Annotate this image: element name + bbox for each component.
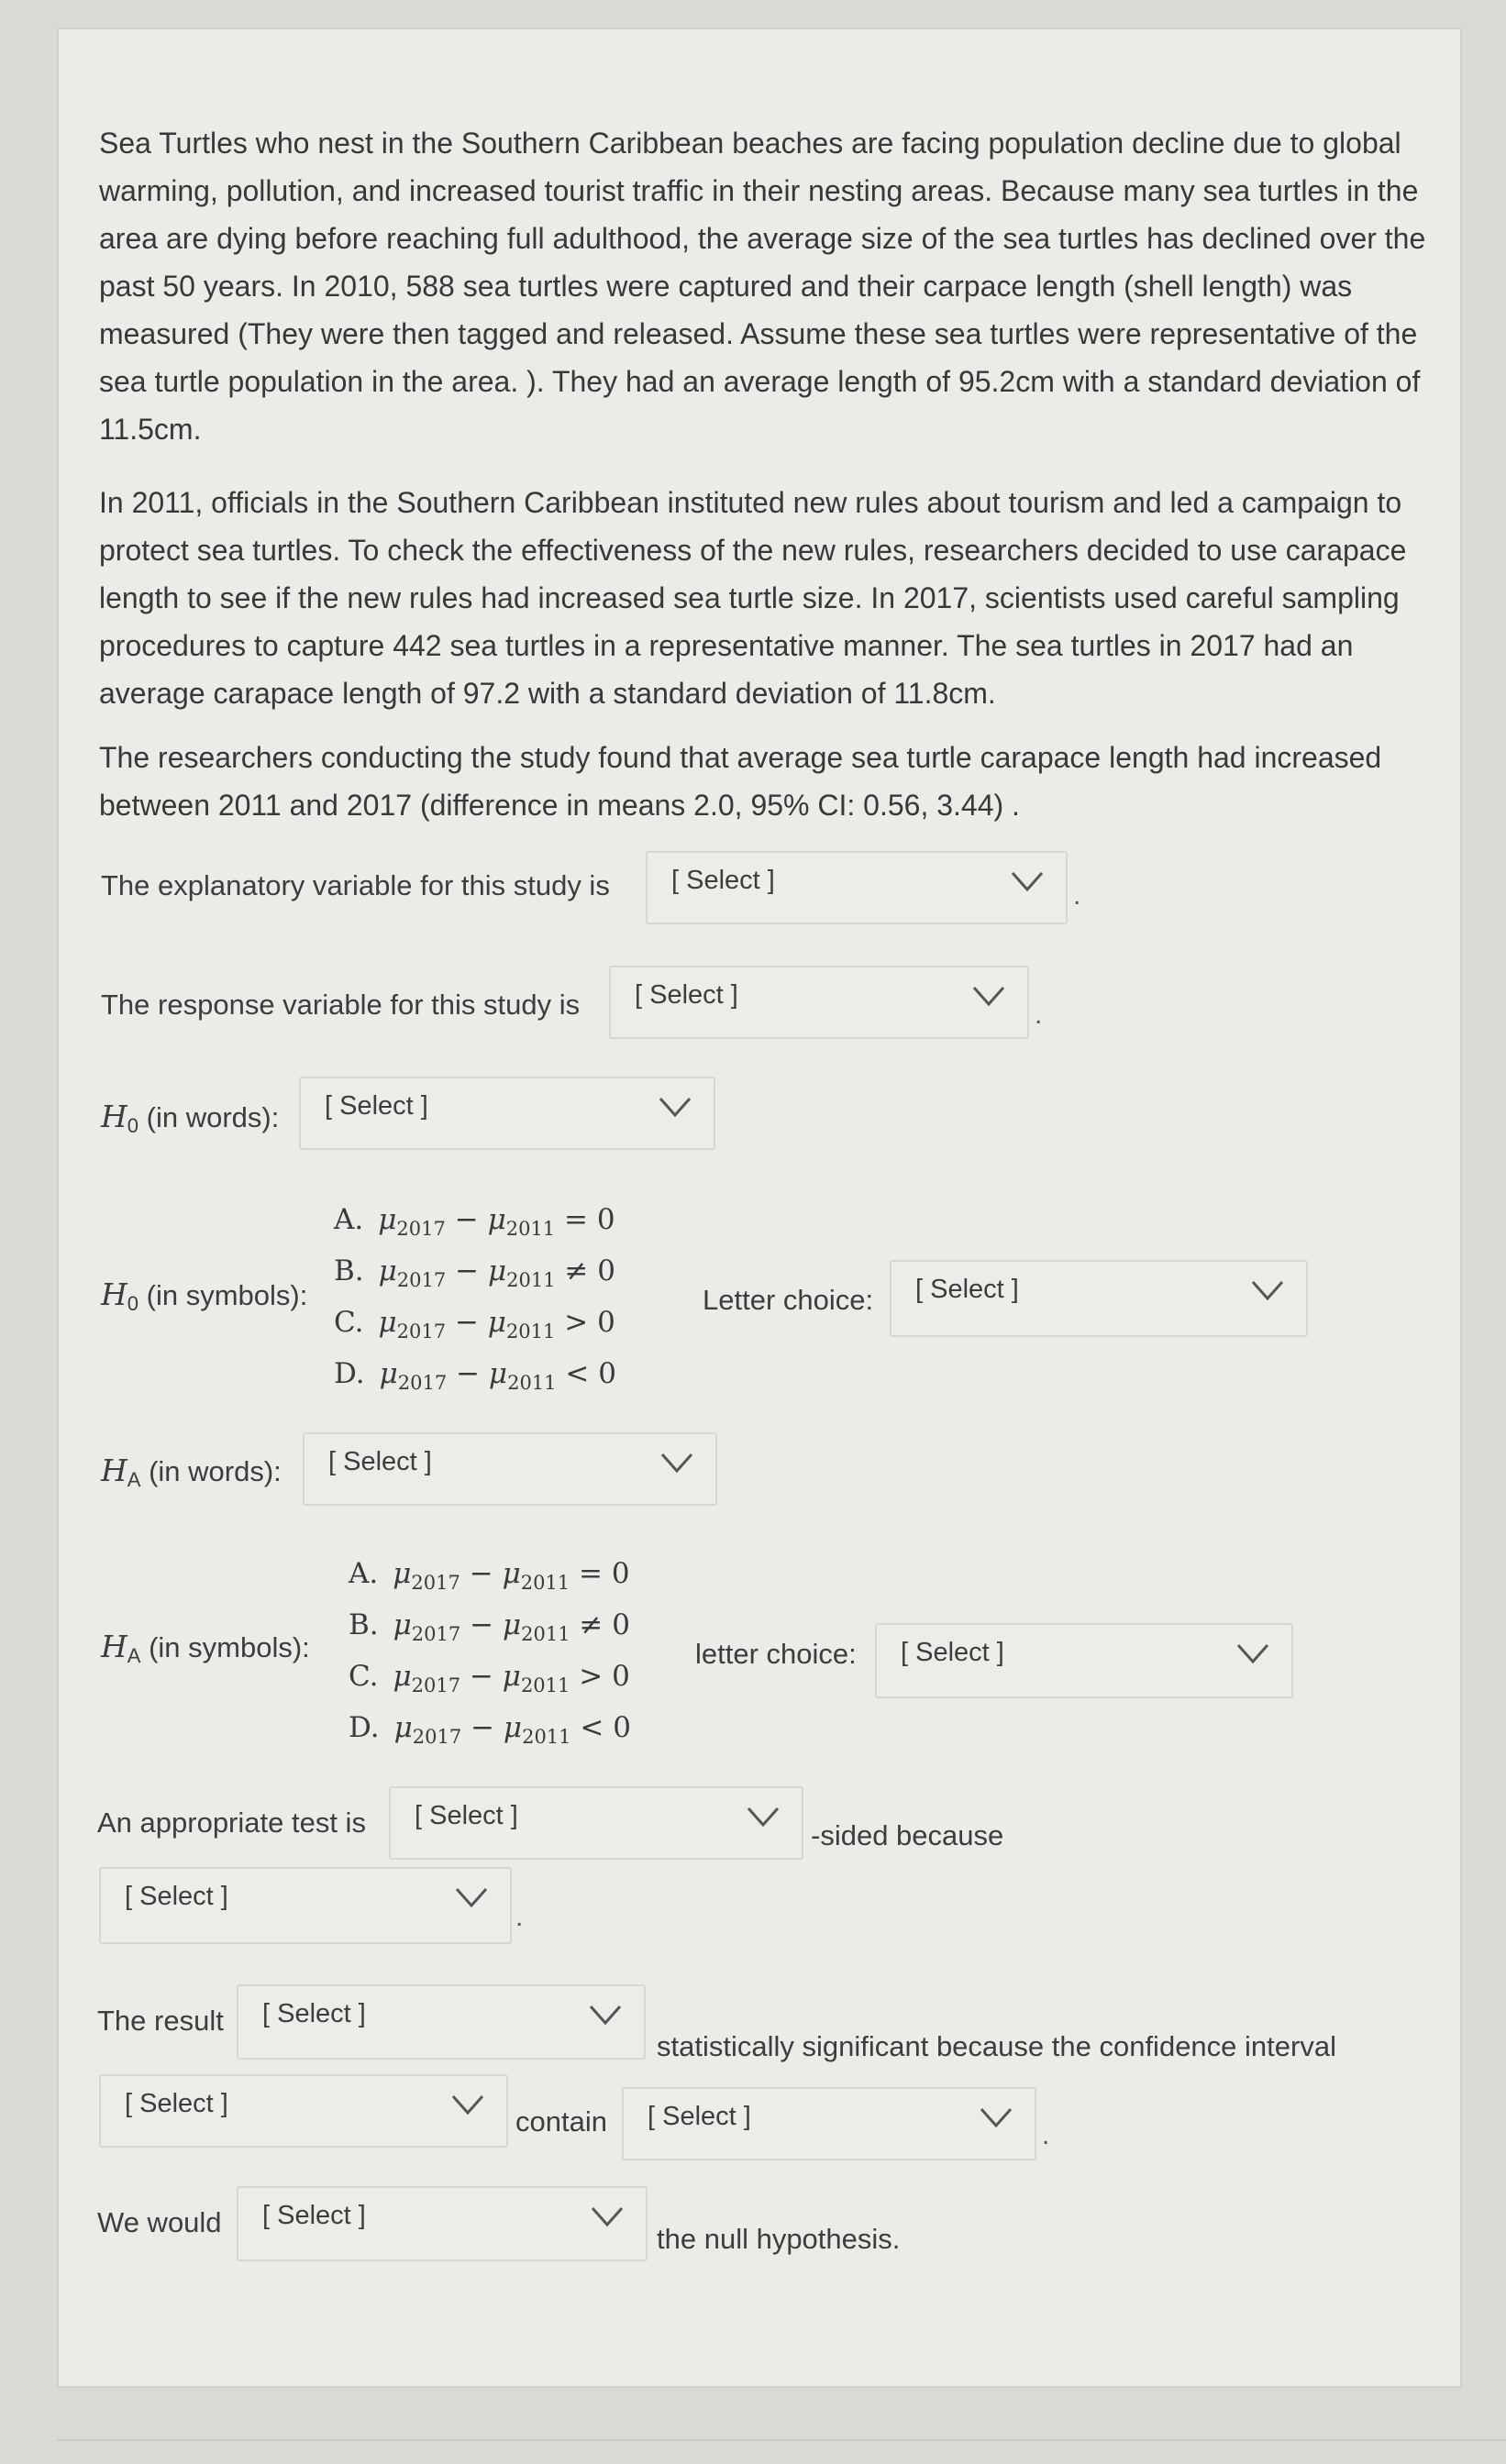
chevron-down-icon <box>970 982 1007 1010</box>
h0-words-select[interactable] <box>299 1077 715 1150</box>
select-placeholder: [ Select ] <box>328 1447 432 1476</box>
chevron-down-icon <box>1235 1640 1271 1667</box>
h0-letter-select[interactable] <box>890 1260 1308 1337</box>
ha-symbols-label: HA (in symbols): <box>101 1629 310 1667</box>
ci-does-select[interactable] <box>99 2074 508 2148</box>
select-placeholder: [ Select ] <box>635 980 738 1010</box>
ha-letter-select[interactable] <box>875 1623 1293 1698</box>
test-label: An appropriate test is <box>97 1807 366 1839</box>
result-select[interactable] <box>237 1984 646 2060</box>
result-label: The result <box>97 2005 224 2037</box>
stat-sig-label: statistically significant because the confidence interval <box>657 2030 1336 2062</box>
divider <box>57 2439 1506 2441</box>
question-paragraph-3: The researchers conducting the study found that average sea turtle carapace length had increased between 2011 and 2017 (difference in means 2.0, 95% CI: 0.56, 3.44) . <box>99 741 1382 822</box>
ha-option-a: A. $\mu_{2017} - \mu_{2011} = 0$ <box>349 1557 630 1595</box>
chevron-down-icon <box>978 2104 1014 2131</box>
ha-option-b: B. $\mu_{2017} - \mu_{2011} \ne 0$ <box>349 1608 630 1646</box>
select-placeholder: [ Select ] <box>415 1801 518 1830</box>
select-placeholder: [ Select ] <box>915 1275 1019 1304</box>
chevron-down-icon <box>659 1449 695 1476</box>
explanatory-label: The explanatory variable for this study is <box>101 869 610 901</box>
h0-symbols-label: H0 (in symbols): <box>101 1276 308 1315</box>
decision-select[interactable] <box>237 2186 648 2261</box>
chevron-down-icon <box>745 1803 781 1830</box>
select-placeholder: [ Select ] <box>671 866 775 895</box>
ha-option-d: D. $\mu_{2017} - \mu_{2011} < 0$ <box>349 1711 631 1749</box>
response-select[interactable] <box>609 966 1029 1039</box>
ha-option-c: C. $\mu_{2017} - \mu_{2011} > 0$ <box>349 1660 630 1697</box>
h0-letter-choice-label: Letter choice: <box>703 1284 874 1316</box>
select-placeholder: [ Select ] <box>325 1091 428 1121</box>
we-would-label: We would <box>97 2206 222 2238</box>
contain-label: contain <box>515 2105 607 2138</box>
ci-value-select[interactable] <box>622 2087 1036 2160</box>
h0-words-label: H0 (in words): <box>101 1099 280 1137</box>
period: . <box>515 1902 524 1932</box>
h0-option-a: A. $\mu_{2017} - \mu_{2011} = 0$ <box>334 1203 615 1241</box>
question-paragraph-2: In 2011, officials in the Southern Caribbean instituted new rules about tourism and led a campaign to protect sea turtles. To check the effectiveness of the new rules, researchers decided to use carapace length to see if the new rules had increased sea turtle size. In 2017, scientists used careful sampling procedures to capture 442 sea turtles in a representative manner. The sea turtles in 2017 had an average carapace length of 97.2 with a standard deviation of 11.8cm. <box>99 486 1407 710</box>
null-hypothesis-label: the null hypothesis. <box>657 2223 901 2255</box>
question-paragraph-1: Sea Turtles who nest in the Southern Caribbean beaches are facing population decline due to global warming, pollution, and increased tourist traffic in their nesting areas. Because many sea turtles in the area are dying before reaching full adulthood, the average size of the sea turtles has declined over the past 50 years. In 2010, 588 sea turtles were captured and their carpace length (shell length) was measured (They were then tagged and released. Assume these sea turtles were representative of the sea turtle population in the area. ). They had an average length of 95.2cm with a standard deviation of 11.5cm. <box>99 127 1426 446</box>
select-placeholder: [ Select ] <box>262 2201 366 2230</box>
period: . <box>1073 880 1081 911</box>
chevron-down-icon <box>449 2091 486 2118</box>
chevron-down-icon <box>589 2203 626 2230</box>
ha-letter-choice-label: letter choice: <box>695 1638 857 1670</box>
response-label: The response variable for this study is <box>101 989 581 1021</box>
period: . <box>1035 1000 1043 1030</box>
chevron-down-icon <box>657 1093 693 1121</box>
reason-select[interactable] <box>99 1867 512 1944</box>
select-placeholder: [ Select ] <box>648 2102 751 2131</box>
ha-words-label: HA (in words): <box>101 1453 282 1491</box>
select-placeholder: [ Select ] <box>125 2089 228 2118</box>
ha-words-select[interactable] <box>303 1432 717 1506</box>
chevron-down-icon <box>453 1884 490 1911</box>
select-placeholder: [ Select ] <box>901 1638 1004 1667</box>
chevron-down-icon <box>587 2001 624 2028</box>
test-sided-select[interactable] <box>389 1786 803 1860</box>
select-placeholder: [ Select ] <box>125 1882 228 1911</box>
period: . <box>1042 2120 1050 2150</box>
sided-because-label: -sided because <box>811 1819 1004 1851</box>
h0-option-b: B. $\mu_{2017} - \mu_{2011} \ne 0$ <box>334 1254 615 1292</box>
h0-option-c: C. $\mu_{2017} - \mu_{2011} > 0$ <box>334 1306 615 1343</box>
select-placeholder: [ Select ] <box>262 1999 366 2028</box>
explanatory-select[interactable] <box>646 851 1068 924</box>
chevron-down-icon <box>1009 867 1046 895</box>
h0-option-d: D. $\mu_{2017} - \mu_{2011} < 0$ <box>334 1357 616 1395</box>
chevron-down-icon <box>1249 1276 1286 1304</box>
